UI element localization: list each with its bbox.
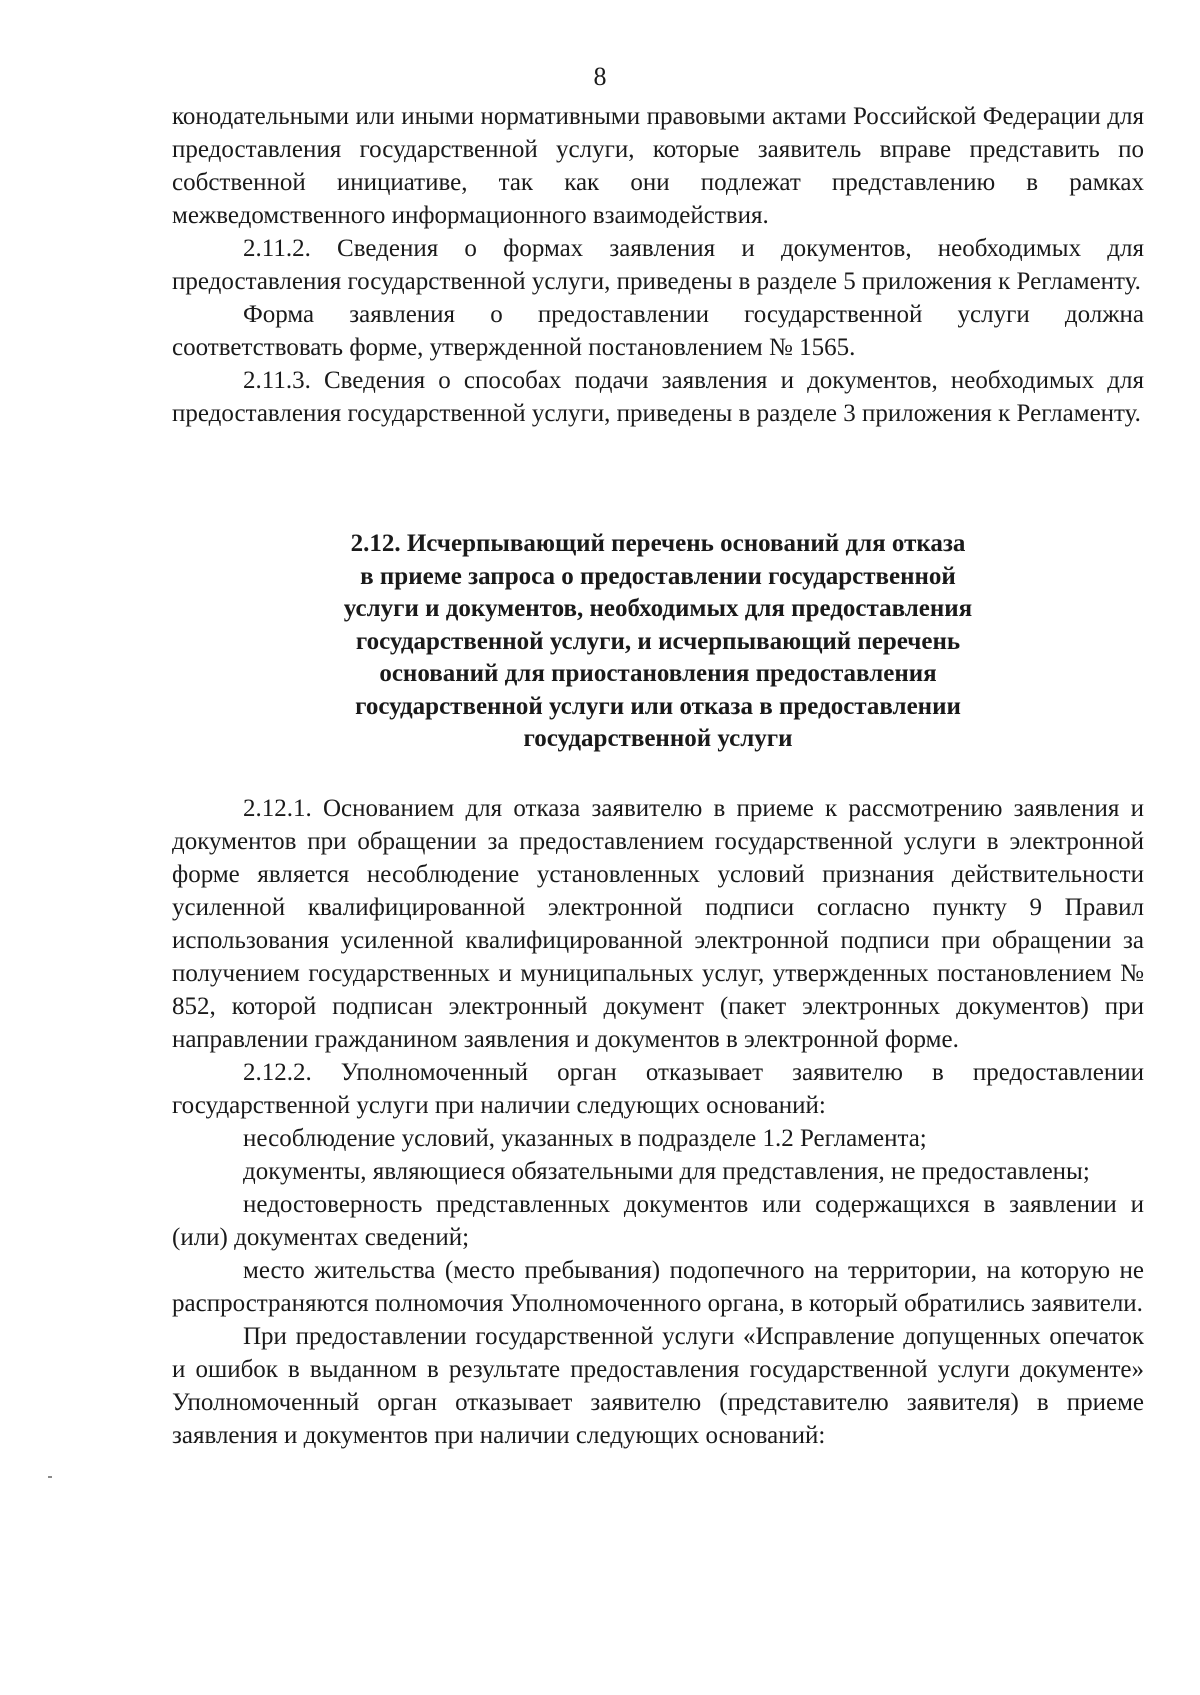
section-heading-line: в приеме запроса о предоставлении государственной bbox=[360, 562, 956, 590]
paragraph: 2.11.3. Сведения о способах подачи заявления и документов, необходимых для предоставления государственной услуги, приведены в разделе 3 приложения к Регламенту. bbox=[172, 367, 1144, 427]
paragraph: При предоставлении государственной услуги «Исправление допущенных опечаток и ошибок в выданном в результате предоставления государственной услуги документе» Уполномоченный орган отказывает заявителю (представителю заявителя) в приеме заявления и документов при наличии следующих оснований: bbox=[172, 1323, 1144, 1449]
scan-speck bbox=[48, 1476, 52, 1478]
paragraph: 2.12.1. Основанием для отказа заявителю в приеме к рассмотрению заявления и документов при обращении за предоставлением государственной услуги в электронной форме является несоблюдение установленных условий признания действительности усиленной квалифицированной электронной подписи согласно пункту 9 Правил использования усиленной квалифицированной электронной подписи при обращении за получением государственных и муниципальных услуг, утвержденных постановлением № 852, которой подписан электронный документ (пакет электронных документов) при направлении гражданином заявления и документов в электронной форме. bbox=[172, 795, 1144, 1053]
section-heading-line: государственной услуги, и исчерпывающий перечень bbox=[355, 627, 961, 655]
section-heading bbox=[172, 528, 1144, 756]
section-heading-line: государственной услуги bbox=[523, 725, 793, 752]
paragraph: Форма заявления о предоставлении государственной услуги должна соответствовать форме, утвержденной постановлением № 1565. bbox=[172, 301, 1144, 361]
paragraph: 2.12.2. Уполномоченный орган отказывает заявителю в предоставлении государственной услуги при наличии следующих оснований: bbox=[172, 1059, 1144, 1119]
section-heading-line: 2.12. Исчерпывающий перечень оснований для отказа bbox=[350, 530, 966, 557]
paragraph: конодательными или иными нормативными правовыми актами Российской Федерации для предоставления государственной услуги, которые заявитель вправе представить по собственной инициативе, так как они подлежат представлению в рамках межведомственного информационного взаимодействия. bbox=[172, 103, 1144, 229]
section-heading-line: государственной услуги или отказа в предоставлении bbox=[355, 692, 961, 720]
list-item: документы, являющиеся обязательными для представления, не предоставлены; bbox=[243, 1158, 1090, 1185]
bottom-text-block bbox=[172, 792, 1144, 1452]
section-heading-line: услуги и документов, необходимых для предоставления bbox=[343, 595, 973, 622]
list-item: недостоверность представленных документов или содержащихся в заявлении и (или) документах сведений; bbox=[172, 1191, 1144, 1251]
page-number: 8 bbox=[593, 62, 607, 91]
list-item: несоблюдение условий, указанных в подразделе 1.2 Регламента; bbox=[243, 1125, 927, 1152]
top-text-block bbox=[172, 100, 1144, 430]
section-heading-line: оснований для приостановления предоставления bbox=[379, 660, 937, 687]
list-item: место жительства (место пребывания) подопечного на территории, на которую не распространяются полномочия Уполномоченного органа, в который обратились заявители. bbox=[172, 1257, 1144, 1317]
paragraph: 2.11.2. Сведения о формах заявления и документов, необходимых для предоставления государственной услуги, приведены в разделе 5 приложения к Регламенту. bbox=[172, 235, 1144, 295]
